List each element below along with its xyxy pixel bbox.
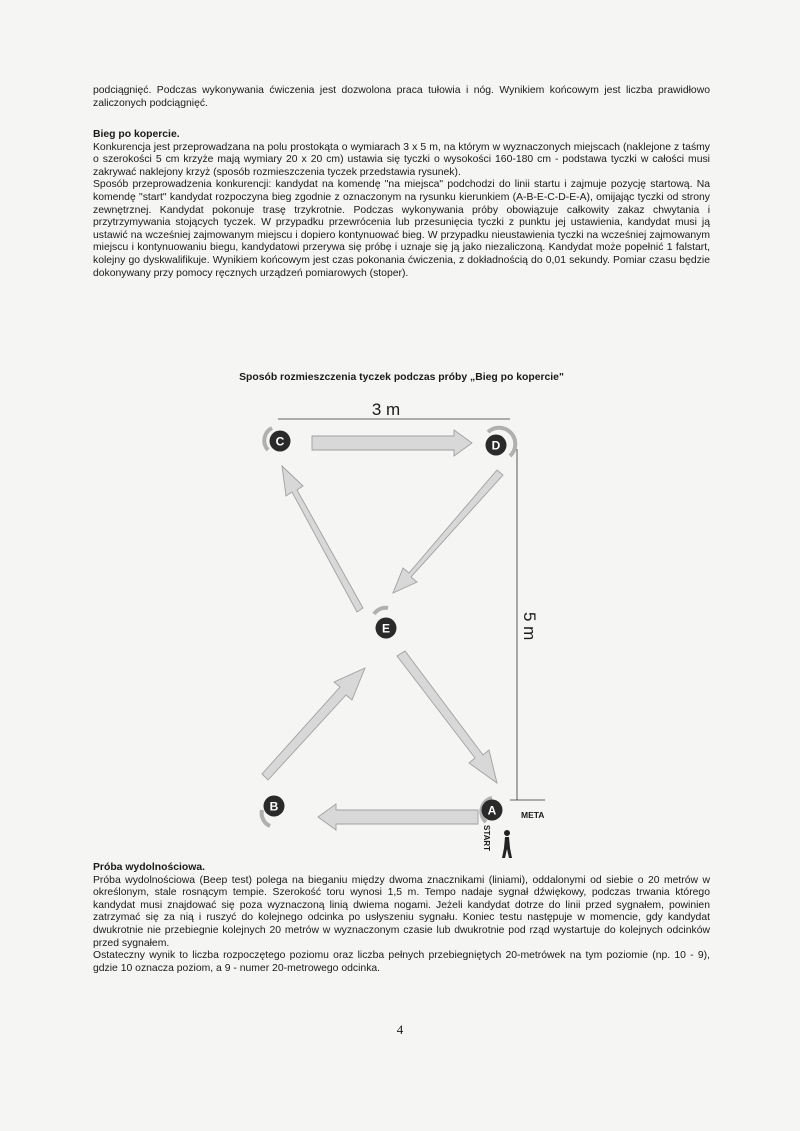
arrow-b-to-e (262, 668, 365, 780)
arrow-c-to-d (312, 430, 472, 456)
arrow-a-to-b (318, 804, 478, 830)
page-number: 4 (396, 1022, 404, 1037)
turn-arrow-e (374, 608, 388, 614)
bieg-paragraph-2: Sposób przeprowadzenia konkurencji: kandydat na komendę "na miejsca" podchodzi do linii startu i zajmuje pozycję startową. Na komendę "start" kandydat rozpoczyna bieg zgodnie z oznaczonym na rysunku kierunkiem (A-B-E-C-D-E-A), omijając tyczki od strony zewnętrznej. Kandydat pokonuje trasę trzykrotnie. Podczas wykonywania próby obowiązuje całkowity zakaz chwytania i przytrzymywania stojących tyczek. W przypadku przewrócenia lub przesunięcia tyczki z punktu jej ustawienia, kandydat musi ją ustawić na wcześniej zajmowanym miejscu i dopiero kontynuować bieg. W przypadku nieustawienia tyczki na wcześniej zajmowanym miejscu i kontynuowaniu biegu, kandydatowi przerywa się próbę i uznaje się ją jako niezaliczoną. Kandydat może popełnić 1 falstart, kolejny go dyskwalifikuje. Wynikiem końcowym jest czas pokonania ćwiczenia, z dokładnością do 0,01 sekundy. Pomiar czasu będzie dokonywany przy pomocy ręcznych urządzeń pomiarowych (stoper). (93, 179, 710, 279)
marker-b-label: B (269, 799, 279, 814)
diagram-caption: Sposób rozmieszczenia tyczek podczas próby „Bieg po kopercie" (239, 372, 564, 383)
meta-label: META (521, 810, 545, 820)
marker-c-label: C (275, 434, 285, 449)
marker-a (482, 800, 503, 821)
runner-icon (502, 830, 512, 858)
width-label: 3 m (371, 400, 401, 419)
arrow-d-to-e (393, 470, 503, 593)
marker-e (376, 618, 397, 639)
start-label: START (482, 825, 491, 852)
bieg-heading: Bieg po kopercie. (93, 129, 180, 140)
arrow-e-to-a (397, 651, 497, 783)
marker-c (270, 431, 291, 452)
bieg-paragraph-1: Konkurencja jest przeprowadzana na polu prostokąta o wymiarach 3 x 5 m, na którym w wyznaczonych miejscach (naklejone z taśmy o szerokości 5 cm krzyże mają wymiary 20 x 20 cm) ustawia się tyczki o wysokości 160-180 cm - podstawa tyczki w całości musi zakrywać naklejony krzyż (sposób rozmieszczenia tyczek przedstawia rysunek). (93, 141, 710, 178)
height-label: 5 m (520, 612, 539, 641)
marker-d (486, 435, 507, 456)
proba-section (93, 862, 710, 975)
proba-paragraph-1: Próba wydolnościowa (Beep test) polega na bieganiu między dwoma znacznikami (liniami), oddalonymi od siebie o 20 metrów w określonym, stale rosnącym tempie. Szerokość toru wynosi 1,5 m. Tempo nadaje sygnał dźwiękowy, podczas trwania którego kandydat musi znajdować się poza wyznaczoną linią dwiema nogami. Jeżeli kandydat dotrze do linii przed sygnałem, powinien zatrzymać się za nią i ruszyć do kolejnego odcinka po usłyszeniu sygnału. Koniec testu następuje w momencie, gdy kandydat dwukrotnie nie przebiegnie kolejnych 20 metrów w wyznaczonym czasie lub dwukrotnie pod rząd wystartuje do kolejnych odcinków przed sygnałem. (93, 874, 710, 949)
marker-a-label: A (487, 803, 497, 818)
proba-heading: Próba wydolnościowa. (93, 862, 206, 873)
intro-text: podciągnięć. Podczas wykonywania ćwiczenia jest dozwolona praca tułowia i nóg. Wynikiem końcowym jest liczba prawidłowo zaliczonych podciągnięć. (93, 85, 710, 109)
arrow-e-to-c (282, 466, 363, 612)
proba-paragraph-2: Ostateczny wynik to liczba rozpoczętego poziomu oraz liczba pełnych przebiegniętych 20-metrówek na tym poziomie (np. 10 - 9), gdzie 10 oznacza poziom, a 9 - numer 20-metrowego odcinka. (93, 950, 710, 974)
marker-b (264, 796, 285, 817)
marker-d-label: D (491, 438, 501, 453)
marker-e-label: E (381, 621, 391, 636)
